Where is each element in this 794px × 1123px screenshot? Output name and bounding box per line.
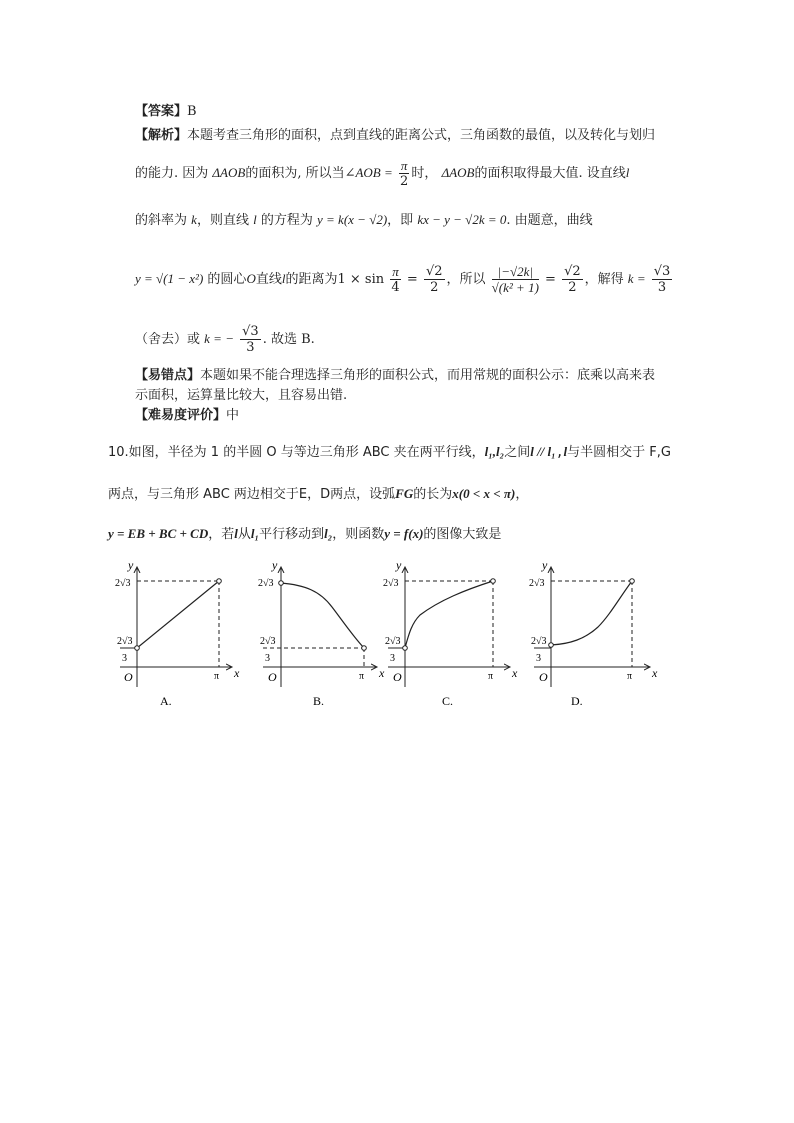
var-k: k: [191, 212, 197, 227]
graph-c: [383, 558, 518, 708]
k-equals: k =: [627, 271, 646, 286]
line-l2: l₂: [324, 526, 333, 541]
answer-line: [135, 104, 197, 120]
pi-label: π: [214, 671, 220, 682]
triangle-aob: ΔAOB: [212, 165, 246, 180]
question-text: 10.如图，半径为 1 的半圆 O 与等边三角形 ABC 夹在两平行线，: [108, 445, 485, 460]
open-point-start: [549, 643, 554, 648]
fraction-pi-over-2: $\frac{\pi}{2}$: [400, 158, 409, 189]
question-line-3: [108, 526, 501, 543]
arc-fg: FG: [395, 486, 414, 501]
answer-graphs: [0, 555, 794, 755]
k-equals-negative: k = −: [204, 331, 234, 346]
graph-d: [529, 558, 658, 708]
fraction-sqrt3-over-3: $\frac{√3}{3}$: [653, 264, 671, 295]
analysis-line-2: [135, 158, 629, 189]
question-text: 平行移动到: [259, 527, 325, 542]
graph-a: [115, 558, 240, 708]
line-l: l: [625, 165, 630, 180]
open-point-start: [279, 581, 284, 586]
analysis-text: 的方程为: [260, 213, 313, 228]
line-l: l: [234, 526, 238, 541]
fraction-pi-over-4: $\frac{\pi}{4}$: [391, 264, 400, 295]
origin-label: O: [539, 670, 548, 684]
low-tick-num: 2√3: [260, 636, 276, 647]
analysis-text: 的能力. 因为: [135, 166, 209, 181]
top-tick-label: 2√3: [383, 578, 399, 589]
question-text: ，则函数: [332, 527, 385, 542]
line-l: l: [253, 212, 257, 227]
fraction-sqrt3-over-3: $\frac{√3}{3}$: [242, 324, 259, 355]
error-text-2: 示面积，运算量比较大，且容易出错.: [135, 388, 348, 403]
analysis-text: . 故选 B.: [262, 332, 315, 347]
question-line-1: 10.如图，半径为 1 的半圆 O 与等边三角形 ABC 夹在两平行线，l₁,l₂之间l // l₁,l与半圆相交于 F,G: [108, 444, 671, 460]
curve-b: [281, 583, 364, 648]
option-label-b: B.: [313, 694, 325, 708]
analysis-text: （舍去）或: [135, 332, 201, 347]
point-o: O: [246, 271, 256, 286]
open-point-start: [135, 646, 140, 651]
analysis-line-4: y = √(1 − x²) 的圆心O直线l的距离为1 × sin $\frac{\pi}{4}$ = $\frac{√2}{2}$ ，所以 $\frac{|-√2k|}{\text{√(k² + 1)}}$ = $\frac{√2}{2}$ ，解得 k = $\frac{√3}{3}$: [135, 264, 671, 295]
x-label: x: [379, 666, 385, 680]
line-l: l: [281, 271, 286, 286]
low-tick-num: 2√3: [531, 636, 547, 647]
error-label: 【易错点】: [135, 368, 201, 383]
open-point-end: [217, 579, 222, 584]
line-l1: l₁: [250, 526, 260, 541]
top-tick-label: 2√3: [529, 578, 545, 589]
graph-b: [258, 558, 385, 708]
question-text: 与半圆相交于 F,G: [567, 445, 671, 460]
analysis-text: 的面积为, 所以当: [245, 166, 345, 181]
fraction-sqrt2-over-2: $\frac{√2}{2}$: [425, 264, 443, 295]
curve-c: [405, 581, 493, 648]
y-label: y: [128, 558, 134, 572]
analysis-line-1: [135, 128, 655, 144]
open-point-start: [403, 646, 408, 651]
curve-a: [137, 581, 219, 648]
y-label: y: [272, 558, 278, 572]
fraction-distance: $\frac{|-√2k|}{\text{√(k² + 1)}}$: [491, 264, 539, 295]
question-text: 的长为: [413, 487, 453, 502]
curve-d: [551, 581, 632, 645]
x-label: x: [234, 666, 240, 680]
pi-label: π: [488, 671, 494, 682]
analysis-text: ，解得: [584, 272, 624, 287]
analysis-text-1: 本题考查三角形的面积，点到直线的距离公式，三角函数的最值，以及转化与划归: [187, 128, 656, 143]
domain-x: x(0 < x < π): [452, 486, 516, 501]
analysis-text: 的圆心: [207, 272, 247, 287]
option-label-a: A.: [160, 694, 172, 708]
analysis-label: 【解析】: [135, 128, 188, 143]
question-text: 从: [237, 527, 251, 542]
low-tick-den: 3: [122, 653, 127, 664]
analysis-text: ，则直线: [196, 213, 249, 228]
answer-value: B: [187, 104, 197, 119]
sin-expression: 1 × sin: [337, 272, 385, 287]
triangle-aob: ΔAOB: [441, 165, 475, 180]
question-text: ，若: [208, 527, 235, 542]
option-label-c: C.: [442, 694, 454, 708]
question-text: 的图像大致是: [423, 527, 502, 542]
option-label-d: D.: [571, 694, 583, 708]
error-line-2: [135, 388, 347, 404]
answer-label: 【答案】: [135, 104, 188, 119]
analysis-text: . 由题意，曲线: [506, 213, 593, 228]
parallel-relation: l // l₁: [530, 444, 556, 459]
error-text-1: 本题如果不能合理选择三角形的面积公式，而用常规的面积公示：底乘以高来表: [200, 368, 656, 383]
x-label: x: [652, 666, 658, 680]
origin-label: O: [393, 670, 402, 684]
low-tick-den: 3: [390, 653, 395, 664]
difficulty-value: 中: [226, 408, 240, 423]
top-tick-label: 2√3: [258, 578, 274, 589]
origin-label: O: [124, 670, 133, 684]
low-tick-den: 3: [265, 653, 270, 664]
analysis-text: 的面积取得最大值. 设直线: [474, 166, 626, 181]
pi-label: π: [627, 671, 633, 682]
x-label: x: [512, 666, 518, 680]
line-equation: y = k(x − √2): [317, 212, 388, 227]
curve-equation: y = √(1 − x²): [135, 271, 204, 286]
line-l: l: [563, 444, 568, 459]
analysis-text: 的斜率为: [135, 213, 188, 228]
y-label: y: [542, 558, 548, 572]
line-equation-general: kx − y − √2k = 0: [417, 212, 507, 227]
origin-label: O: [268, 670, 277, 684]
angle-aob: ∠AOB =: [344, 165, 393, 180]
analysis-text: 时，: [411, 166, 438, 181]
top-tick-label: 2√3: [115, 578, 131, 589]
analysis-text: 的距离为: [285, 272, 338, 287]
y-label: y: [396, 558, 402, 572]
open-point-end: [362, 646, 367, 651]
analysis-line-5: [135, 324, 315, 355]
open-point-end: [491, 579, 496, 584]
difficulty-line: [135, 408, 239, 424]
fraction-sqrt2-over-2: $\frac{√2}{2}$: [564, 264, 581, 295]
low-tick-num: 2√3: [385, 636, 401, 647]
low-tick-den: 3: [536, 653, 541, 664]
question-text: 两点，与三角形 ABC 两边相交于E，D两点，设弧: [108, 487, 396, 502]
difficulty-label: 【难易度评价】: [135, 408, 227, 423]
lines-l1-l2: l₁,l₂: [484, 444, 505, 459]
function-y-definition: y = EB + BC + CD: [108, 526, 209, 541]
pi-label: π: [359, 671, 365, 682]
analysis-text: 直线: [255, 272, 282, 287]
question-text: 之间: [504, 445, 531, 460]
open-point-end: [630, 579, 635, 584]
analysis-line-3: [135, 212, 593, 229]
analysis-text: ，即: [387, 213, 414, 228]
low-tick-num: 2√3: [117, 636, 133, 647]
function-f: y = f(x): [384, 526, 424, 541]
analysis-text: ，所以: [446, 272, 486, 287]
error-line-1: [135, 368, 655, 384]
question-line-2: 两点，与三角形 ABC 两边相交于E，D两点，设弧FG的长为x(0 < x < π)，: [108, 486, 529, 502]
